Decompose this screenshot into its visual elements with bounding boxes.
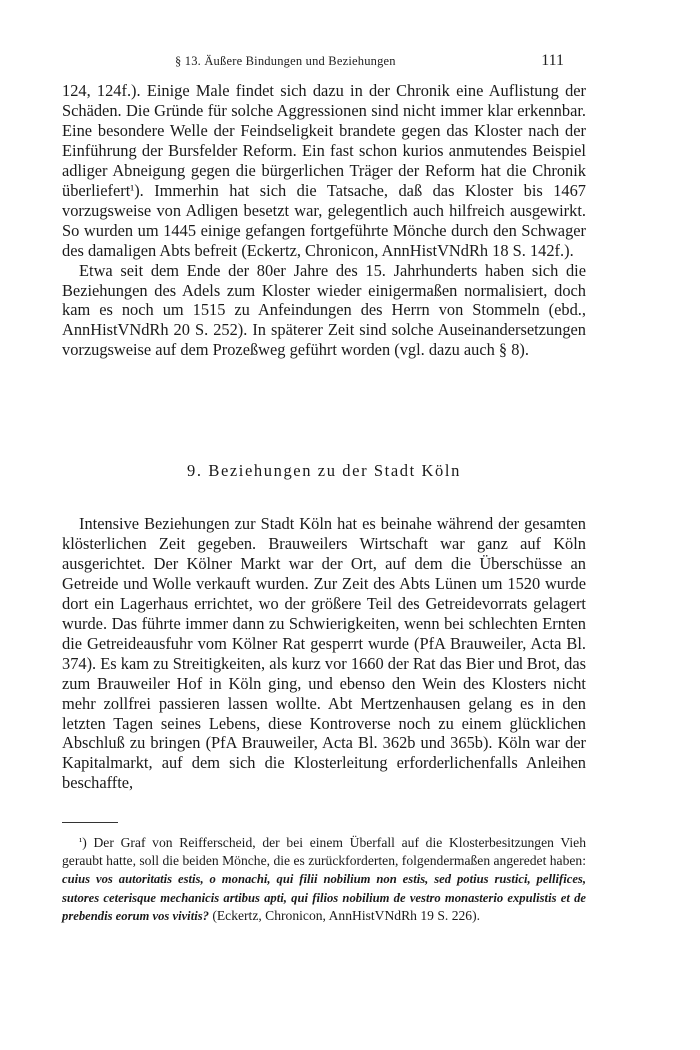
footnotes: [62, 834, 586, 925]
page-number: 111: [541, 52, 564, 69]
body-text-upper: [62, 81, 586, 360]
footnote-1-intro: ) Der Graf von Reifferscheid, der bei einem Überfall auf die Klosterbesitzungen Vieh geraubt hatte, soll die beiden Mönche, die es zurückforderten, folgendermaßen angeredet haben:: [62, 835, 586, 869]
footnote-reference: ¹: [130, 181, 135, 197]
footnote-1-source: (Eckertz, Chronicon, AnnHistVNdRh 19 S. 226).: [208, 907, 481, 923]
footnote-1: [62, 834, 586, 925]
paragraph-1-text: 124, 124f.). Einige Male findet sich dazu in der Chronik eine Auflistung der Schäden. Die Gründe für solche Aggressionen sind nicht immer klar erkennbar. Eine besondere Welle der Feindseligkeit brandete gegen das Kloster nach der Einführung der Bursfelder Reform. Ein fast schon kurios anmutendes Beispiel adliger Abneigung gegen die bürgerlichen Träger der Reform hat die Chronik überliefert: [62, 81, 586, 200]
footnote-1-latin-quote: cuius vos autoritatis estis, o monachi, qui filii nobilium non estis, sed potius rustici, pellifices, sutores ceterisque mechanicis artibus apti, qui filios nobilium de vestro monasterio expulistis et de prebendis eorum vos vivitis?: [62, 872, 586, 923]
section-heading: 9. Beziehungen zu der Stadt Köln: [187, 461, 461, 480]
footnote-divider: [62, 822, 118, 823]
running-header: [40, 52, 564, 72]
body-text-lower: [62, 514, 586, 793]
running-title: § 13. Äußere Bindungen und Beziehungen: [175, 54, 396, 68]
paragraph-3: Intensive Beziehungen zur Stadt Köln hat es beinahe während der gesamten klösterlichen Zeit gegeben. Brauweilers Wirtschaft war ganz auf Köln ausgerichtet. Der Kölner Markt war der Ort, auf dem die Überschüsse an Getreide und Wolle verkauft wurden. Zur Zeit des Abts Lünen um 1520 wurde dort ein Lagerhaus errichtet, wo der größere Teil des Getreidevorrats gelagert wurde. Das führte immer dann zu Schwierigkeiten, wenn bei schlechten Ernten die Getreideausfuhr vom Kölner Rat gesperrt wurde (PfA Brauweiler, Acta Bl. 374). Es kam zu Streitigkeiten, als kurz vor 1660 der Rat das Bier und Brot, das zum Brauweiler Hof in Köln ging, und ebenso den Wein des Klosters nicht mehr zollfrei passieren lassen wollte. Abt Mertzenhausen gelang es in den letzten Tagen seines Lebens, diese Kontroverse noch zu einem glücklichen Abschluß zu bringen (PfA Brauweiler, Acta Bl. 362b und 365b). Köln war der Kapitalmarkt, auf dem sich die Klosterleitung erforderlichenfalls Anleihen beschaffte,: [62, 514, 586, 793]
paragraph-1-text-continued: ). Immerhin hat sich die Tatsache, daß das Kloster bis 1467 vorzugsweise von Adligen besetzt war, gelegentlich auch hilfreich ausgewirkt. So wurden um 1445 einige gefangen fortgeführte Mönche durch den Schwager des damaligen Abts befreit (Eckertz, Chronicon, AnnHistVNdRh 18 S. 142f.).: [62, 180, 586, 260]
paragraph-2: Etwa seit dem Ende der 80er Jahre des 15. Jahrhunderts haben sich die Beziehungen des Adels zum Kloster wieder einigermaßen normalisiert, doch kam es noch um 1515 zu Anfeindungen des Herrn von Stommeln (ebd., AnnHistVNdRh 20 S. 252). In späterer Zeit sind solche Auseinandersetzungen vorzugsweise auf dem Prozeßweg geführt worden (vgl. dazu auch § 8).: [62, 260, 586, 360]
footnote-1-marker: ¹: [79, 836, 83, 848]
paragraph-continuation: [62, 81, 586, 261]
